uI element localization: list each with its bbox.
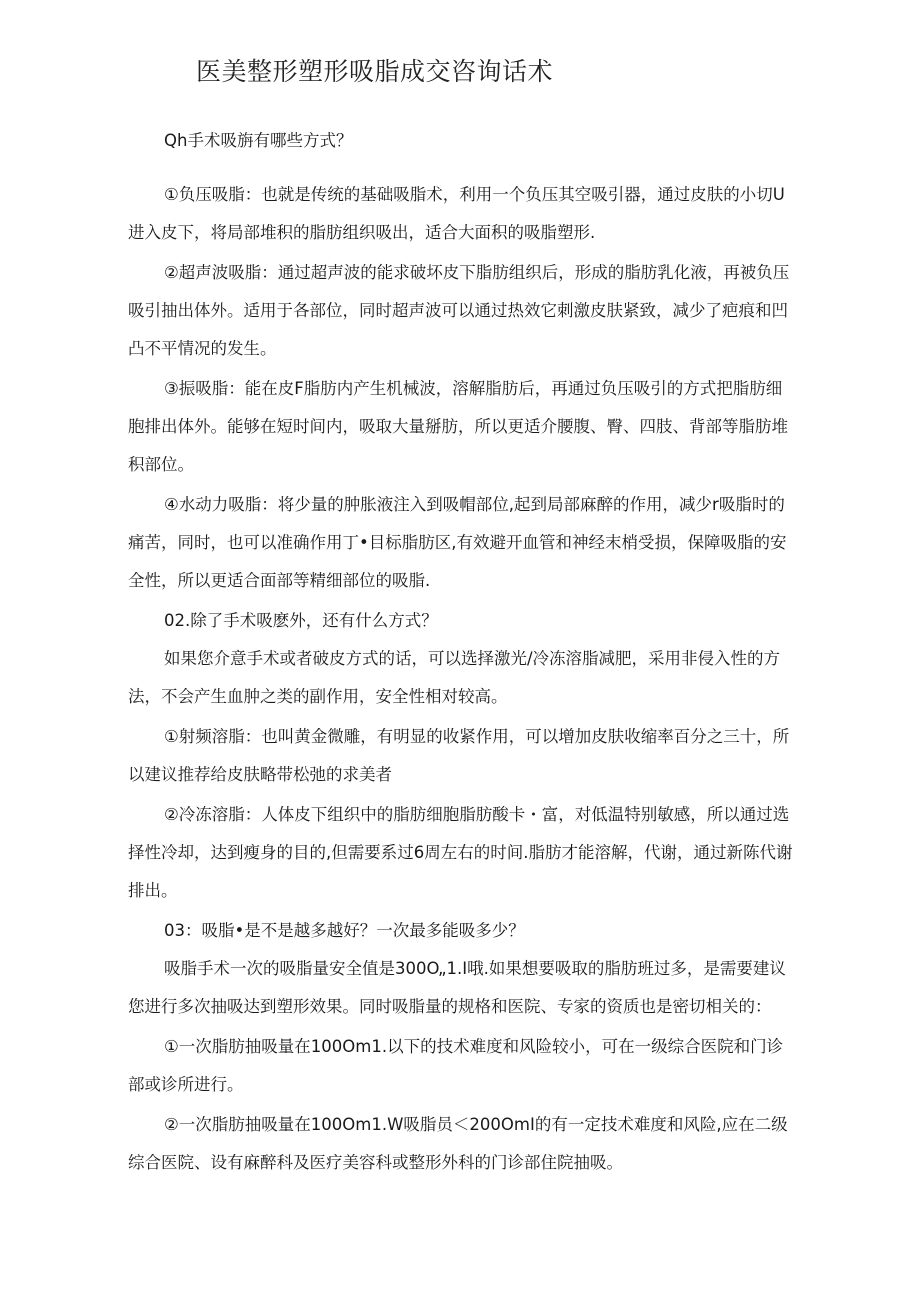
answer-paragraph: ②一次脂肪抽吸量在100Om1.W吸脂员＜200OmI的有一定技术难度和风险,应在二级综合医院、设有麻醉科及医疗美容科或整形外科的门诊部住院抽吸。 [128,1115,788,1172]
question-2: 02.除了手术吸麽外，还有什么方式？ [164,611,438,630]
answer-paragraph: ②超声波吸脂：通过超声波的能求破坏皮下脂肪组织后，形成的脂肪乳化液，再被负压吸引抽出体外。适用于各部位，同时超声波可以通过热效它刺激皮肤紧致，减少了疤痕和凹凸不平情况的发生。 [128,263,790,358]
answer-paragraph: ①一次脂肪抽吸量在100Om1.以下的技术难度和风险较小，可在一级综合医院和门诊部或诊所进行。 [128,1037,784,1094]
answer-paragraph: 如果您介意手术或者破皮方式的话，可以选择激光/冷冻溶脂减肥，采用非侵入性的方法，不会产生血肿之类的副作用，安全性相对较高。 [128,649,781,706]
answer-paragraph: ④水动力吸脂：将少量的肿胀液注入到吸帽部位,起到局部麻醉的作用，减少r吸脂时的痛苦，同时，也可以准确作用丁•目标脂肪区,有效避开血管和神经末梢受损，保障吸脂的安全性，所以更适合面部等精细部位的吸脂. [128,495,787,590]
answer-paragraph: 吸脂手术一次的吸脂量安全值是300O„1.I哦.如果想要吸取的脂肪班过多，是需要建议您进行多次抽吸达到塑形效果。同时吸脂量的规格和医院、专家的资质也是密切相关的： [128,959,786,1016]
question-1: Qh手术吸旃有哪些方式？ [164,131,353,150]
answer-paragraph: ①射频溶脂：也叫黄金微雕，有明显的收紧作用，可以增加皮肤收缩率百分之三十，所以建议推荐给皮肤略带松弛的求美者 [128,727,790,784]
answer-paragraph: ②冷冻溶脂：人体皮下组织中的脂肪细胞脂肪酸卡・富，对低温特别敏感，所以通过选择性冷却，达到瘦身的目的,但需要系过6周左右的时间.脂肪才能溶解，代谢，通过新陈代谢排出。 [128,805,793,900]
page-title: 医美整形塑形吸脂成交咨询话术 [196,57,554,86]
answer-paragraph: ①负压吸脂：也就是传统的基础吸脂术，利用一个负压其空吸引器，通过皮肤的小切U进入皮下，将局部堆积的脂肪组织吸出，适合大面积的吸脂塑形. [128,185,785,242]
answer-paragraph: ③振吸脂：能在皮F脂肪内产生机械波，溶解脂肪后，再通过负压吸引的方式把脂肪细胞排出体外。能够在短时间内，吸取大量掰肪，所以更适介腰腹、臀、四肢、背部等脂肪堆积部位。 [128,379,788,474]
document-body [128,122,796,1184]
question-3: 03：吸脂•是不是越多越好？一次最多能吸多少？ [164,921,525,940]
